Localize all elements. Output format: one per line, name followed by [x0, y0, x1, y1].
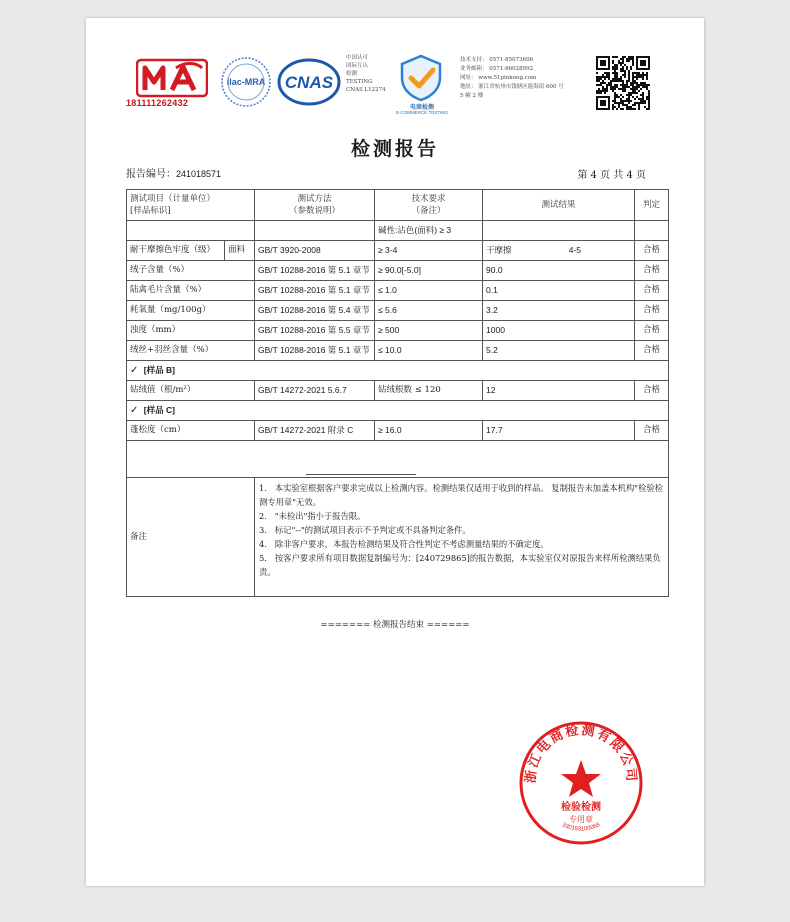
- report-number: 报告编号：241018571: [126, 169, 222, 180]
- table-row: 耗氧量（mg/100g） GB/T 10288-2016 第 5.4 章节 ≤ 5.6 3.2 合格: [127, 301, 669, 321]
- note-item: 4. 除非客户要求，本报告检测结果及符合性判定不考虑测量结果的不确定度。: [259, 539, 549, 549]
- table-row: 耐干摩擦色牢度（级） 面料 GB/T 3920-2008 ≥ 3-4 干摩擦 4-5 合格: [127, 241, 669, 261]
- seal-line1: 检验检测: [561, 802, 601, 813]
- report-end: ======= 检测报告结束 ======: [320, 620, 470, 630]
- table-row: 碱性:沾色(面料) ≥ 3: [127, 221, 669, 241]
- cnas-info: 中国认可 国际互认 检测 TESTING CNAS L12274: [346, 55, 386, 93]
- cnas-logo: [276, 54, 342, 110]
- notes-content: [255, 478, 669, 597]
- ecommerce-testing-cn: 电商检测: [409, 105, 434, 111]
- table-row: 浊度（mm） GB/T 10288-2016 第 5.5 章节 ≥ 500 1000 合格: [127, 321, 669, 341]
- notes-row: [127, 478, 669, 597]
- ilac-mra-logo: [218, 54, 274, 110]
- check-icon: ✓: [130, 364, 139, 376]
- ecommerce-testing-en: E-COMMERCE TESTING: [396, 110, 448, 115]
- qr-code-icon: [596, 56, 650, 110]
- page-info: 第 4 页 共 4 页: [577, 170, 646, 181]
- note-item: 2. "未检出"指小于报告限。: [259, 511, 366, 521]
- seal-line2: 专用章: [569, 815, 593, 824]
- seal-ring-text: 浙江电商检测有限公司: [523, 722, 639, 784]
- table-row: 钻绒值（根/m²） GB/T 14272-2021 5.6.7 钻绒根数 ≤ 120 12 合格: [127, 381, 669, 401]
- table-row: 绒子含量（%） GB/T 10288-2016 第 5.1 章节 ≥ 90.0[-5.0] 90.0 合格: [127, 261, 669, 281]
- star-icon: [561, 760, 601, 797]
- note-item: 3. 标记"--"的测试项目表示不予判定或不具备判定条件。: [259, 525, 471, 535]
- results-table: [126, 189, 669, 597]
- header-verdict: 判定: [635, 190, 669, 221]
- cma-number: 181111262432: [126, 98, 189, 108]
- header-logos: [126, 50, 686, 140]
- svg-text:ilac-MRA: ilac-MRA: [226, 77, 266, 87]
- note-item: 5. 按客户要求所有项目数据复制编号为：[240729865]的报告数据，本实验室仅对原报告来样所检测结果负责。: [259, 553, 661, 577]
- header-method: 测试方法 （参数说明）: [255, 190, 375, 221]
- report-title: 检测报告: [350, 138, 439, 160]
- official-seal-stamp: [516, 718, 646, 848]
- table-header-row: [127, 190, 669, 221]
- contact-info: 技术支持： 0571-85073606 业务邮箱： 0571-86028992 网址： www.51pinkong.com 地址： 浙江省杭州市钱塘区能海街 600 号 5 幢 2 楼: [460, 57, 564, 99]
- header-item: 测试项目（计量单位） [样品标识]: [127, 190, 255, 221]
- svg-text:CNAS: CNAS: [284, 73, 334, 92]
- header-result: 测试结果: [483, 190, 635, 221]
- notes-label: 备注: [127, 478, 255, 597]
- note-item: 1. 本实验室根据客户要求完成以上检测内容。检测结果仅适用于收到的样品。 复制报告未加盖本机构"检验检测专用章"无效。: [259, 483, 663, 507]
- table-row: 绒丝+羽丝含量（%） GB/T 10288-2016 第 5.1 章节 ≤ 10.0 5.2 合格: [127, 341, 669, 361]
- section-row-sample-b: ✓ [样品 B]: [127, 361, 669, 381]
- ecommerce-testing-shield-icon: [394, 52, 448, 102]
- header-requirement: 技术要求 （备注）: [375, 190, 483, 221]
- divider: [306, 474, 416, 475]
- cma-logo: [136, 58, 208, 98]
- check-icon: ✓: [130, 404, 139, 416]
- empty-row: [127, 441, 669, 478]
- report-page: [86, 18, 704, 886]
- table-row: 蓬松度（cm） GB/T 14272-2021 附录 C ≥ 16.0 17.7 合格: [127, 421, 669, 441]
- seal-code: 330193100068: [560, 822, 602, 833]
- section-row-sample-c: ✓ [样品 C]: [127, 401, 669, 421]
- table-row: 陆禽毛片含量（%） GB/T 10288-2016 第 5.1 章节 ≤ 1.0 0.1 合格: [127, 281, 669, 301]
